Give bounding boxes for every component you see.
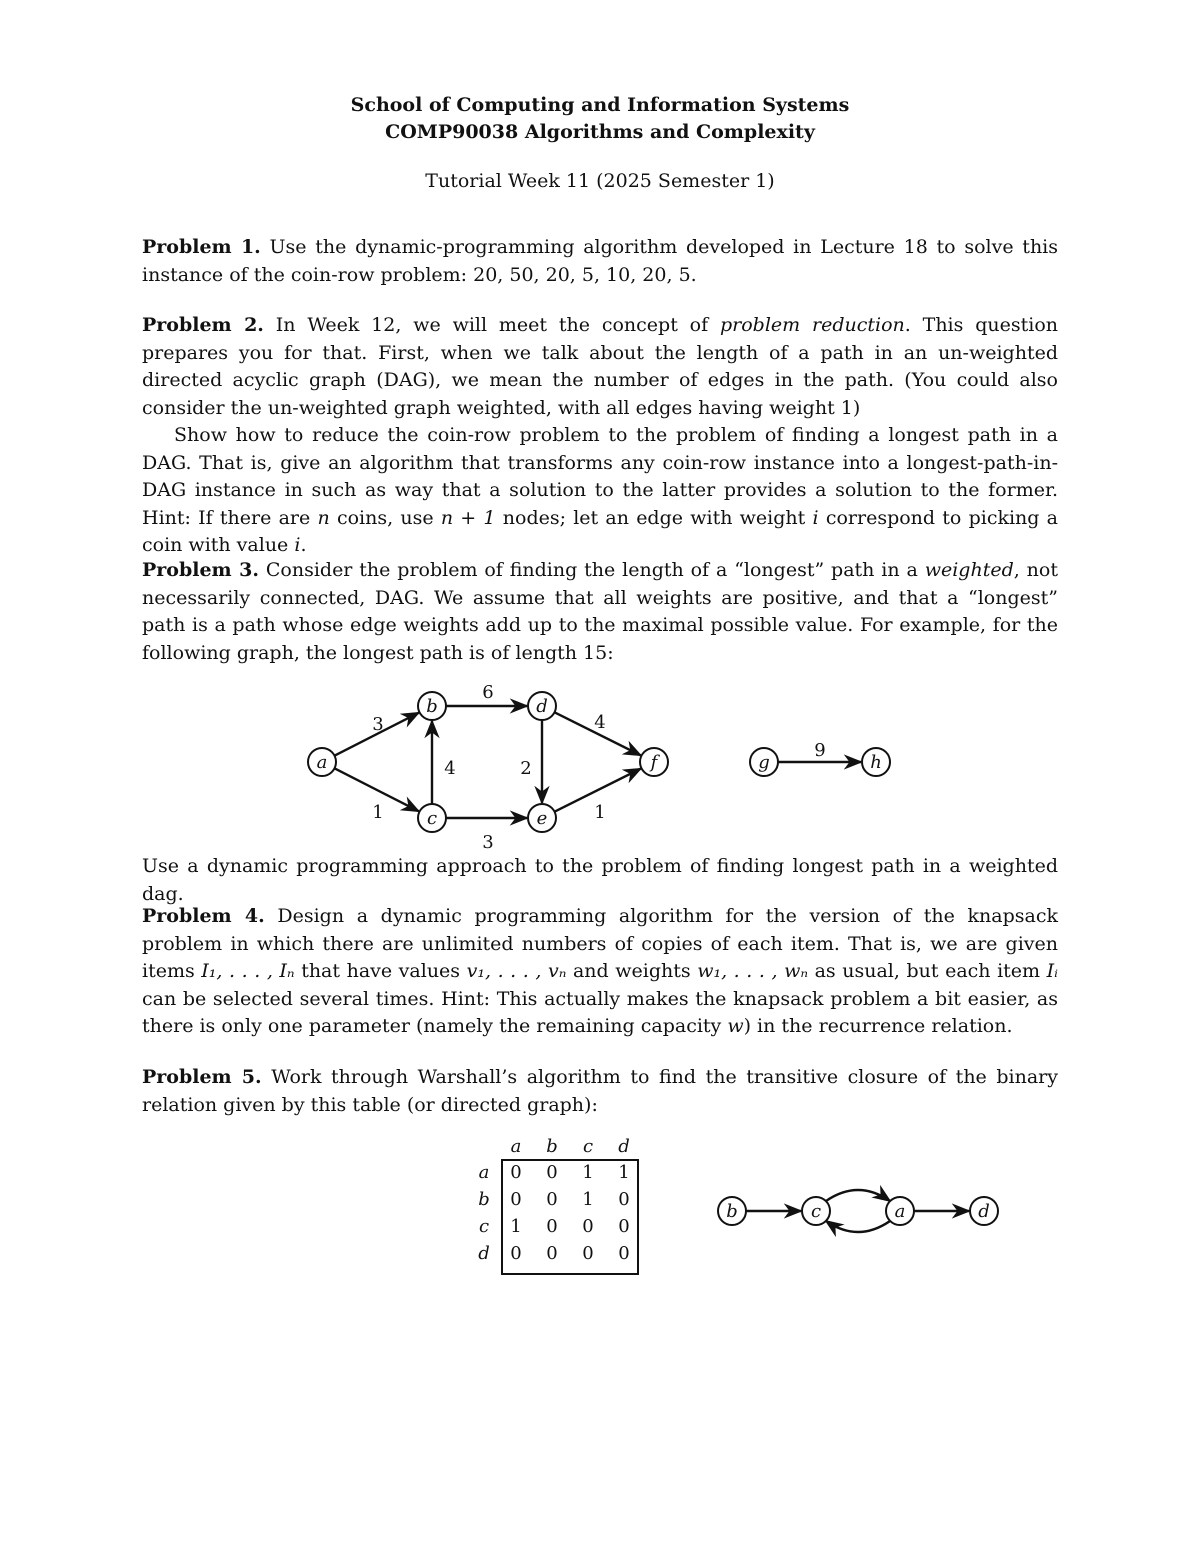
problem-5 [142, 1064, 1058, 1119]
problem-4-text-d: as usual, but each item [814, 960, 1041, 982]
matrix-cell: 0 [510, 1243, 522, 1264]
problem-1-text: Use the dynamic-programming algorithm developed in Lecture 18 to solve this instance of the coin-row problem: 20, 50, 20, 5, 10, 20, 5. [142, 236, 1059, 286]
problem-2-para2-b: coins, use [336, 506, 434, 529]
matrix-row-header: b [478, 1189, 490, 1210]
matrix-cell: 0 [510, 1189, 522, 1210]
matrix-cell: 0 [546, 1189, 558, 1210]
problem-1-title: Problem 1. [142, 236, 261, 258]
matrix-col-header: d [618, 1136, 630, 1157]
problem-3-title: Problem 3. [142, 559, 259, 581]
matrix-row-header: a [478, 1162, 490, 1183]
node-h [862, 748, 890, 776]
problem-2-title: Problem 2. [142, 314, 264, 336]
node-a [886, 1197, 914, 1225]
problem-3-after [142, 853, 1058, 908]
matrix-cell: 0 [546, 1162, 558, 1183]
edge-weight-c-e: 3 [482, 832, 494, 850]
problem-2-para2-a: Show how to reduce the coin-row problem to the problem of finding a longest path in a DAG. That is, give an algorithm that transforms any coin-row instance into a longest-path-in-DAG instance in such as way that a solution to the latter provides a solution to the former. Hint: If there are [142, 424, 1058, 529]
edge-weight-d-f: 4 [594, 712, 606, 733]
node-label-c: c [810, 1201, 822, 1222]
problem-2 [142, 312, 1058, 560]
problem-2-text-b: . This question prepares you for that. First, when we talk about the length of a path in an un-weighted directed acyclic graph (DAG), we mean the number of edges in the path. (You could also consider the un-weighted graph weighted, with all edges having weight 1) [142, 314, 1058, 419]
matrix-cell: 0 [546, 1243, 558, 1264]
node-label-c: c [426, 808, 438, 829]
matrix-col-header: b [546, 1136, 558, 1157]
problem-4-text-c: and weights [572, 960, 691, 982]
matrix-cell: 1 [582, 1162, 594, 1183]
math-values: v₁, . . . , vₙ [466, 960, 567, 982]
edge-c-a [826, 1190, 890, 1201]
problem-2-para2-d: correspond to picking a coin with value [142, 506, 1059, 556]
problem-3-emph: weighted [924, 559, 1014, 581]
math-w: w [727, 1015, 744, 1037]
matrix-cell: 0 [582, 1216, 594, 1237]
edge-a-c [826, 1221, 890, 1232]
matrix-cell: 1 [582, 1189, 594, 1210]
matrix-cell: 0 [546, 1216, 558, 1237]
math-n-plus-1: n + 1 [440, 506, 496, 529]
problem-4 [142, 903, 1058, 1041]
node-b [418, 692, 446, 720]
tutorial-title: Tutorial Week 11 (2025 Semester 1) [425, 170, 775, 192]
math-items: I₁, . . . , Iₙ [201, 960, 295, 982]
edge-weight-e-f: 1 [594, 802, 606, 823]
node-label-e: e [536, 808, 548, 829]
node-c [418, 804, 446, 832]
matrix-cell: 0 [618, 1189, 630, 1210]
node-label-f: f [650, 752, 658, 773]
matrix-cell: 0 [510, 1162, 522, 1183]
matrix-cell: 1 [510, 1216, 522, 1237]
node-a [308, 748, 336, 776]
problem-4-text-e: can be selected several times. Hint: This actually makes the knapsack problem a bit easier, as there is only one parameter (namely the remaining capacity [142, 987, 1058, 1037]
weighted-dag-figure [290, 670, 910, 850]
math-n: n [317, 506, 330, 529]
edge-weight-a-b: 3 [372, 714, 384, 735]
course-title: COMP90038 Algorithms and Complexity [385, 121, 815, 143]
matrix-row-header: c [478, 1216, 490, 1237]
matrix-row-header: d [478, 1243, 490, 1264]
relation-graph-figure [700, 1175, 1020, 1245]
node-label-a: a [894, 1201, 906, 1222]
edge-weight-a-c: 1 [372, 802, 384, 823]
node-label-b: b [726, 1201, 738, 1222]
matrix-cell: 1 [618, 1162, 630, 1183]
problem-3-text-a: Consider the problem of finding the length of a “longest” path in a [265, 559, 918, 581]
edge-weight-d-e: 2 [520, 758, 532, 779]
problem-4-text-f: ) in the recurrence relation. [743, 1015, 1013, 1037]
node-e [528, 804, 556, 832]
matrix-cell: 0 [582, 1243, 594, 1264]
problem-2-text-a: In Week 12, we will meet the concept of [275, 314, 709, 336]
problem-3 [142, 557, 1058, 667]
matrix-cell: 0 [618, 1216, 630, 1237]
math-weights: w₁, . . . , wₙ [697, 960, 809, 982]
problem-5-text: Work through Warshall’s algorithm to find the transitive closure of the binary relation given by this table (or directed graph): [142, 1066, 1058, 1116]
edge-weight-c-b: 4 [444, 758, 456, 779]
node-d [970, 1197, 998, 1225]
problem-2-para2-c: nodes; let an edge with weight [502, 506, 806, 529]
problem-3-after-text: Use a dynamic programming approach to the problem of finding longest path in a weighted dag. [142, 855, 1058, 905]
problem-2-para2-e: . [300, 534, 307, 556]
node-c [802, 1197, 830, 1225]
math-i-2: i [294, 534, 301, 556]
problem-4-text-a: Design a dynamic programming algorithm for the version of the knapsack problem in which there are unlimited numbers of copies of each item. That is, we are given items [142, 905, 1058, 982]
node-label-d: d [978, 1201, 990, 1222]
matrix-col-header: c [582, 1136, 594, 1157]
problem-3-text-b: , not necessarily connected, DAG. We assume that all weights are positive, and that a “longest” path is a path whose edge weights add up to the maximal possible value. For example, for the following graph, the longest path is of length 15: [142, 559, 1058, 664]
problem-5-title: Problem 5. [142, 1066, 262, 1088]
node-label-b: b [426, 696, 438, 717]
node-label-h: h [870, 752, 882, 773]
math-i: i [812, 506, 819, 529]
node-f [640, 748, 668, 776]
relation-matrix [460, 1132, 660, 1282]
edge-weight-b-d: 6 [482, 682, 494, 703]
school-name: School of Computing and Information Systems [350, 94, 850, 116]
matrix-cell: 0 [618, 1243, 630, 1264]
page-header [0, 92, 1200, 195]
node-label-g: g [758, 752, 770, 773]
node-d [528, 692, 556, 720]
problem-4-title: Problem 4. [142, 905, 265, 927]
problem-2-emph: problem reduction [719, 314, 905, 336]
node-label-a: a [316, 752, 328, 773]
node-g [750, 748, 778, 776]
problem-1 [142, 234, 1058, 289]
node-label-d: d [536, 696, 548, 717]
matrix-col-header: a [510, 1136, 522, 1157]
math-item-i: Iᵢ [1046, 960, 1058, 982]
problem-4-text-b: that have values [301, 960, 461, 982]
edge-weight-g-h: 9 [814, 740, 826, 761]
node-b [718, 1197, 746, 1225]
